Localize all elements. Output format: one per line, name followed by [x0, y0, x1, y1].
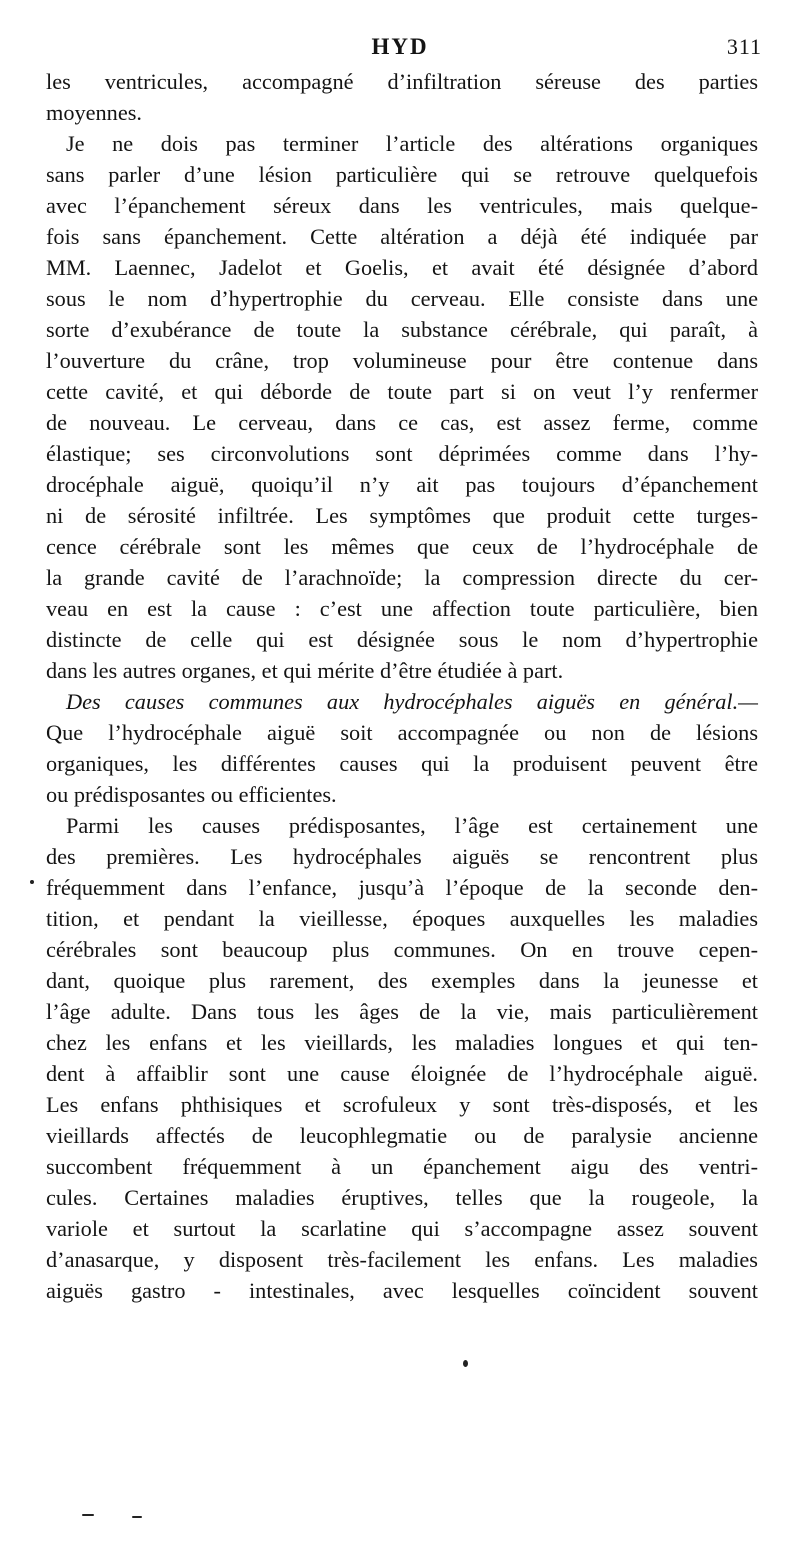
- text-line: vieillards affectés de leucophlegmatie ou de paralysie ancienne: [46, 1123, 758, 1148]
- text-line: sans parler d’une lésion particulière qui se retrouve quelquefois: [46, 162, 758, 187]
- text-line: cette cavité, et qui déborde de toute part si on veut l’y renfermer: [46, 379, 758, 404]
- text-line: veau en est la cause : c’est une affection toute particulière, bien: [46, 596, 758, 621]
- text-line: les ventricules, accompagné d’infiltration séreuse des parties: [46, 69, 758, 94]
- text-line: succombent fréquemment à un épanchement aigu des ventri-: [46, 1154, 758, 1179]
- ink-speck: [132, 1516, 142, 1518]
- text-line: organiques, les différentes causes qui la produisent peuvent être: [46, 751, 758, 776]
- text-line: sous le nom d’hypertrophie du cerveau. Elle consiste dans une: [46, 286, 758, 311]
- text-line: variole et surtout la scarlatine qui s’accompagne assez souvent: [46, 1216, 758, 1241]
- text-line: moyennes.: [46, 100, 142, 125]
- text-line: Les enfans phthisiques et scrofuleux y sont très-disposés, et les: [46, 1092, 758, 1117]
- text-line: avec l’épanchement séreux dans les ventricules, mais quelque-: [46, 193, 758, 218]
- text-line: de nouveau. Le cerveau, dans ce cas, est assez ferme, comme: [46, 410, 758, 435]
- text-line: ni de sérosité infiltrée. Les symptômes que produit cette turges-: [46, 503, 758, 528]
- text-line: MM. Laennec, Jadelot et Goelis, et avait été désignée d’abord: [46, 255, 758, 280]
- text-line: chez les enfans et les vieillards, les maladies longues et qui ten-: [46, 1030, 758, 1055]
- text-line: sorte d’exubérance de toute la substance cérébrale, qui paraît, à: [46, 317, 758, 342]
- text-line: la grande cavité de l’arachnoïde; la compression directe du cer-: [46, 565, 758, 590]
- text-line: dans les autres organes, et qui mérite d’être étudiée à part.: [46, 658, 564, 683]
- text-line: l’âge adulte. Dans tous les âges de la vie, mais particulièrement: [46, 999, 758, 1024]
- text-line: des premières. Les hydrocéphales aiguës se rencontrent plus: [46, 844, 758, 869]
- text-line: dent à affaiblir sont une cause éloignée de l’hydrocéphale aiguë.: [46, 1061, 758, 1086]
- text-line: élastique; ses circonvolutions sont déprimées comme dans l’hy-: [46, 441, 758, 466]
- text-line: fois sans épanchement. Cette altération a déjà été indiquée par: [46, 224, 758, 249]
- text-line: fréquemment dans l’enfance, jusqu’à l’époque de la seconde den-: [46, 875, 758, 900]
- running-title: HYD: [371, 34, 429, 59]
- section-heading-line: Des causes communes aux hydrocéphales aiguës en général.—: [66, 689, 758, 714]
- text-line: cérébrales sont beaucoup plus communes. On en trouve cepen-: [46, 937, 758, 962]
- body-text: [46, 66, 758, 1306]
- text-line: Parmi les causes prédisposantes, l’âge est certainement une: [66, 813, 758, 838]
- page-number: 311: [726, 34, 762, 59]
- text-line: dant, quoique plus rarement, des exemples dans la jeunesse et: [46, 968, 758, 993]
- text-line: distincte de celle qui est désignée sous le nom d’hypertrophie: [46, 627, 758, 652]
- text-line: tition, et pendant la vieillesse, époques auxquelles les maladies: [46, 906, 758, 931]
- text-line: cules. Certaines maladies éruptives, telles que la rougeole, la: [46, 1185, 758, 1210]
- text-line: cence cérébrale sont les mêmes que ceux de l’hydrocéphale de: [46, 534, 758, 559]
- text-line: aiguës gastro - intestinales, avec lesquelles coïncident souvent: [46, 1278, 758, 1303]
- ink-speck: [82, 1514, 94, 1516]
- text-line: d’anasarque, y disposent très-facilement les enfans. Les maladies: [46, 1247, 758, 1272]
- text-line: drocéphale aiguë, quoiqu’il n’y ait pas toujours d’épanchement: [46, 472, 758, 497]
- ink-speck: [30, 880, 34, 884]
- text-line: Je ne dois pas terminer l’article des altérations organiques: [66, 131, 758, 156]
- text-line: l’ouverture du crâne, trop volumineuse pour être contenue dans: [46, 348, 758, 373]
- text-line: ou prédisposantes ou efficientes.: [46, 782, 337, 807]
- ink-speck: [463, 1360, 468, 1367]
- text-line: Que l’hydrocéphale aiguë soit accompagnée ou non de lésions: [46, 720, 758, 745]
